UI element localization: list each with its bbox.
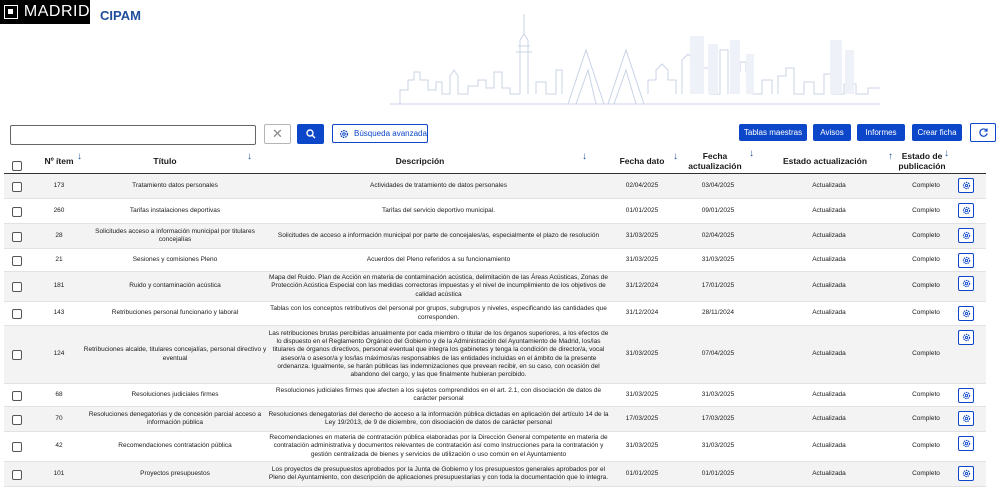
table-row[interactable] [4, 302, 986, 326]
table-row[interactable] [4, 384, 986, 407]
cell-item: 181 [53, 282, 65, 290]
cell-updated: 09/01/2025 [701, 206, 735, 214]
cell-updated: 07/04/2025 [701, 350, 735, 358]
cell-date: 31/03/2025 [625, 350, 659, 358]
sort-title-icon[interactable]: ↓ [247, 151, 252, 162]
sort-date-icon[interactable]: ↓ [673, 151, 678, 162]
cell-publication-status: Completo [912, 309, 940, 317]
create-record-button[interactable]: Crear ficha [912, 124, 962, 141]
table-row[interactable] [4, 272, 986, 302]
cell-description: Solicitudes de acceso a información municipal por parte de concejales/as, especialmente el plazo de resolución [277, 231, 600, 239]
row-checkbox[interactable] [12, 182, 22, 192]
cell-item: 42 [55, 442, 63, 450]
gear-icon [962, 333, 971, 342]
cell-date: 01/01/2025 [625, 469, 659, 477]
cell-title: Resoluciones denegatorias y de concesión parcial acceso a información pública [88, 410, 262, 426]
search-icon [306, 129, 316, 139]
cell-updated: 02/04/2025 [701, 231, 735, 239]
row-settings-button[interactable] [958, 228, 974, 243]
sort-publication-status-icon[interactable]: ↓ [944, 148, 949, 159]
cell-update-status: Actualizada [812, 309, 846, 317]
cell-publication-status: Completo [912, 469, 940, 477]
cell-title: Retribuciones personal funcionario y laboral [111, 309, 239, 317]
cell-date: 01/01/2025 [625, 206, 659, 214]
row-checkbox[interactable] [12, 207, 22, 217]
cell-date: 31/12/2024 [625, 282, 659, 290]
sort-item-icon[interactable]: ↓ [77, 151, 82, 162]
cell-description: Acuerdos del Pleno referidos a su funcionamiento [366, 255, 511, 263]
refresh-icon [978, 127, 989, 138]
notices-button[interactable]: Avisos [813, 124, 851, 141]
gear-icon [962, 391, 971, 400]
cell-title: Sesiones y comisiones Pleno [132, 255, 218, 263]
table-header [4, 147, 986, 174]
row-settings-button[interactable] [958, 203, 974, 218]
cell-updated: 03/04/2025 [701, 181, 735, 189]
row-checkbox[interactable] [12, 282, 22, 292]
cell-date: 31/03/2025 [625, 442, 659, 450]
cell-publication-status: Completo [912, 414, 940, 422]
sort-description-icon[interactable]: ↓ [582, 151, 587, 162]
gear-icon [339, 129, 349, 139]
cell-update-status: Actualizada [812, 414, 846, 422]
gear-icon [962, 469, 971, 478]
cell-publication-status: Completo [912, 231, 940, 239]
cell-update-status: Actualizada [812, 206, 846, 214]
cell-publication-status: Completo [912, 181, 940, 189]
cell-date: 31/12/2024 [625, 309, 659, 317]
app-name[interactable]: CIPAM [100, 8, 141, 23]
row-settings-button[interactable] [958, 306, 974, 321]
header-publication-status[interactable]: Estado de publicación [898, 150, 946, 171]
cell-update-status: Actualizada [812, 181, 846, 189]
cell-title: Solicitudes acceso a información municipal por titulares concejalías [95, 227, 255, 243]
search-button[interactable] [297, 124, 324, 144]
cell-date: 02/04/2025 [625, 181, 659, 189]
gear-icon [962, 439, 971, 448]
gear-icon [962, 206, 971, 215]
row-checkbox[interactable] [12, 309, 22, 319]
clear-search-button[interactable] [264, 124, 291, 144]
cell-date: 31/03/2025 [625, 390, 659, 398]
cell-item: 70 [55, 414, 63, 422]
cell-publication-status: Completo [912, 255, 940, 263]
cell-update-status: Actualizada [812, 469, 846, 477]
cell-title: Resoluciones judiciales firmes [131, 390, 219, 398]
refresh-button[interactable] [970, 123, 996, 142]
cell-description: Las retribuciones brutas percibidas anualmente por cada miembro o titular de los órganos superiores, a los efectos de lo dispuesto en el Reglamento Orgánico del Gobierno y de la Administración del Ayuntamiento de Madrid, los/las titulares de órganos directivos, personal eventual que integra los gabinetes y tenga la condición de director/a, vocal asesor/a o asesor/a y los/las máximos/as responsables de las entidades incluidas en el ámbito de la presente ordenanza. Igualmente, se harán públicas las indemnizaciones que prevean recibir, en su caso, con ocasión del abandono del cargo, y las que finalmente hubieran percibido. [268, 329, 609, 378]
table-row[interactable] [4, 249, 986, 272]
madrid-skyline-illustration [390, 10, 880, 106]
gear-icon [962, 256, 971, 265]
advanced-search-button[interactable] [332, 124, 428, 143]
row-checkbox[interactable] [12, 415, 22, 425]
row-settings-button[interactable] [958, 330, 974, 345]
cell-update-status: Actualizada [812, 442, 846, 450]
cell-title: Ruido y contaminación acústica [129, 282, 221, 290]
cell-date: 17/03/2025 [625, 414, 659, 422]
cell-updated: 17/01/2025 [701, 282, 735, 290]
cell-title: Tarifas instalaciones deportivas [129, 206, 221, 214]
cell-title: Tratamiento datos personales [132, 181, 218, 189]
cell-update-status: Actualizada [812, 282, 846, 290]
cell-description: Los proyectos de presupuestos aprobados por la Junta de Gobierno y los presupuestos generales aprobados por el Pleno del Ayuntamiento, con descripción de aplicaciones presupuestarias y con toda la documentación que lo integra. [268, 465, 609, 481]
header-update-status[interactable]: Estado actualización [782, 155, 868, 166]
table-row[interactable] [4, 199, 986, 224]
cell-date: 31/03/2025 [625, 231, 659, 239]
cell-description: Resoluciones denegatorias del derecho de acceso a la información pública dictadas en aplicación del artículo 14 de la Ley 19/2013, de 9 de diciembre, con disociación de datos de carácter personal [268, 410, 609, 426]
cell-item: 68 [55, 390, 63, 398]
madrid-logo[interactable] [0, 0, 90, 24]
gear-icon [962, 279, 971, 288]
cell-description: Actividades de tratamiento de datos personales [370, 181, 507, 189]
cell-description: Recomendaciones en materia de contratación pública elaboradas por la Dirección General competente en materia de contratación administrativa y documentos relevantes de contratación así como Instrucciones para la contratación y gestión centralizada de bienes y servicios de utilización o uso común en el Ayuntamiento [269, 434, 608, 458]
row-settings-button[interactable] [958, 411, 974, 426]
records-table [4, 147, 986, 481]
table-row[interactable] [4, 407, 986, 432]
cell-description: Tablas con los conceptos retributivos del personal por grupos, subgrupos y niveles, especificando las cantidades que corresponden. [270, 305, 607, 321]
master-tables-button[interactable]: Tablas maestras [739, 124, 807, 141]
table-row[interactable] [4, 326, 986, 384]
gear-icon [962, 309, 971, 318]
cell-updated: 31/03/2025 [701, 255, 735, 263]
cell-updated: 31/03/2025 [701, 390, 735, 398]
row-settings-button[interactable] [958, 466, 974, 481]
gear-icon [962, 414, 971, 423]
table-row[interactable] [4, 174, 986, 199]
table-row[interactable] [4, 462, 986, 487]
cell-item: 143 [53, 309, 65, 317]
reports-button[interactable]: Informes [857, 124, 905, 141]
sort-updated-icon[interactable]: ↓ [749, 148, 754, 159]
logo-text: MADRID [23, 3, 90, 20]
cell-date: 31/03/2025 [625, 255, 659, 263]
header-date[interactable]: Fecha dato [619, 155, 665, 166]
select-all-checkbox[interactable] [12, 161, 22, 171]
cell-description: Resoluciones judiciales firmes que afecten a los sujetos comprendidos en el art. 2.1, con disociación de datos de carácter personal [275, 386, 602, 402]
cell-item: 21 [55, 255, 63, 263]
close-icon: ✕ [272, 126, 283, 141]
cell-update-status: Actualizada [812, 255, 846, 263]
cell-publication-status: Completo [912, 442, 940, 450]
cell-item: 101 [53, 469, 65, 477]
header-updated[interactable]: Fecha actualización [688, 150, 742, 171]
row-settings-button[interactable] [958, 388, 974, 403]
madrid-star-icon [4, 5, 18, 19]
cell-updated: 01/01/2025 [701, 469, 735, 477]
gear-icon [962, 181, 971, 190]
cell-title: Proyectos presupuestos [140, 469, 210, 477]
gear-icon [962, 231, 971, 240]
row-checkbox[interactable] [12, 391, 22, 401]
row-settings-button[interactable] [958, 253, 974, 268]
header-description[interactable]: Descripción [395, 155, 445, 166]
cell-publication-status: Completo [912, 390, 940, 398]
table-row[interactable] [4, 432, 986, 462]
row-settings-button[interactable] [958, 178, 974, 193]
row-settings-button[interactable] [958, 276, 974, 291]
cell-update-status: Actualizada [812, 231, 846, 239]
cell-title: Recomendaciones contratación pública [118, 442, 232, 450]
row-checkbox[interactable] [12, 442, 22, 452]
advanced-search-label: Búsqueda avanzada [354, 129, 427, 138]
cell-item: 173 [53, 181, 65, 189]
cell-publication-status: Completo [912, 206, 940, 214]
row-checkbox[interactable] [12, 350, 22, 360]
cell-description: Tarifas del servicio deportivo municipal. [381, 206, 496, 214]
cell-updated: 31/03/2025 [701, 442, 735, 450]
search-input[interactable] [10, 125, 256, 145]
page-header [0, 0, 1003, 110]
row-checkbox[interactable] [12, 470, 22, 480]
cell-item: 124 [53, 350, 65, 358]
row-checkbox[interactable] [12, 256, 22, 266]
table-row[interactable] [4, 224, 986, 249]
header-title[interactable]: Título [153, 155, 177, 166]
row-checkbox[interactable] [12, 232, 22, 242]
cell-item: 28 [55, 231, 63, 239]
cell-updated: 17/03/2025 [701, 414, 735, 422]
sort-update-status-icon[interactable]: ↑ [888, 151, 893, 162]
cell-title: Retribuciones alcalde, titulares concejalías, personal directivo y eventual [83, 346, 267, 362]
cell-publication-status: Completo [912, 350, 940, 358]
cell-item: 260 [53, 206, 65, 214]
header-item[interactable]: Nº ítem [44, 155, 74, 166]
cell-description: Mapa del Ruido. Plan de Acción en materia de contaminación acústica, delimitación de las Áreas Acústicas, Zonas de Protección Acústica Especial con las medidas correctoras impuestas y el nivel de incumplimiento de los objetivos de calidad acústica [269, 274, 608, 298]
row-settings-button[interactable] [958, 436, 974, 451]
cell-publication-status: Completo [912, 282, 940, 290]
cell-updated: 28/11/2024 [701, 309, 735, 317]
cell-update-status: Actualizada [812, 350, 846, 358]
cell-update-status: Actualizada [812, 390, 846, 398]
